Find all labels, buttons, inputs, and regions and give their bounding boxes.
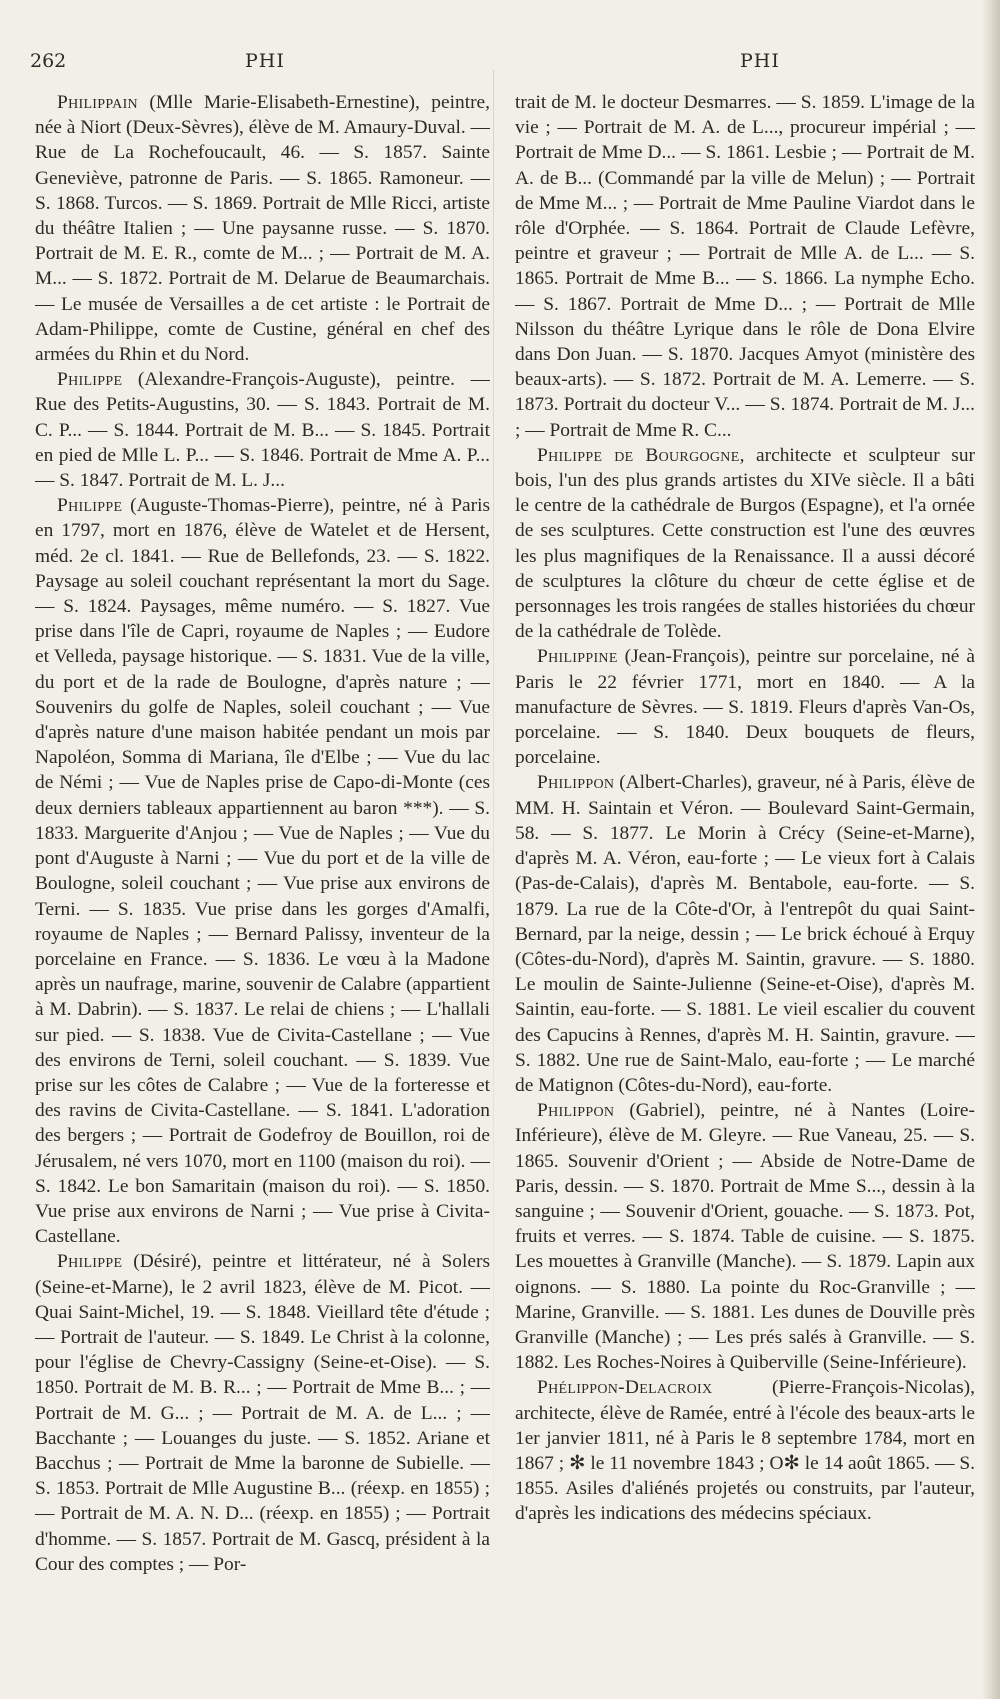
entry-text: , architecte et sculpteur sur bois, l'un des plus grands artistes du XIVe siècle. Il a bâti le centre de la cathédrale de Burgos (Espagne), et l'a ornée de ses sculptures. Cette construction est l'une des œuvres les plus magnifiques de la Renaissance. Il a aussi décoré de sculptures la clôture du chœur de cette église et de personnages les trois rangées de stalles historiées du chœur de la cathédrale de Tolède. [515,444,975,643]
entry-text: (Alexandre-François-Auguste), peintre. — Rue des Petits-Augustins, 30. — S. 1843. Portrait de M. C. P... — S. 1844. Portrait de M. B... — S. 1845. Portrait en pied de Mlle L. P... — S. 1846. Portrait de Mme A. P... — S. 1847. Portrait de M. L. J... [35,369,490,492]
entry-philippe-desire [35,1249,490,1577]
entry-philippe-alexandre [35,367,490,493]
page-header [30,50,970,80]
left-running-head: PHI [245,50,285,72]
entry-philippine [515,644,975,770]
entry-name: Philippe [57,495,123,517]
entry-phelippon-delacroix [515,1375,975,1526]
entry-name: Philippe [57,1251,123,1273]
entry-name: Philippon [537,772,615,794]
entry-philippain [35,90,490,367]
left-column [35,90,490,1690]
entry-text: (Jean-François), peintre sur porcelaine, né à Paris le 22 février 1771, mort en 1840. — A la manufacture de Sèvres. — S. 1819. Fleurs d'après Van-Os, porcelaine. — S. 1840. Deux bouquets de fleurs, porcelaine. [515,646,975,769]
entry-name: Phélippon-Delacroix [537,1377,713,1399]
entry-text: (Albert-Charles), graveur, né à Paris, élève de MM. H. Saintain et Véron. — Boulevard Saint-Germain, 58. — S. 1877. Le Morin à Crécy (Seine-et-Marne), d'après M. A. Véron, eau-forte ; — Le vieux fort à Calais (Pas-de-Calais), d'après M. Bentabole, eau-forte. — S. 1879. La rue de la Côte-d'Or, à l'entrepôt du quai Saint-Bernard, par la neige, dessin ; — Le brick échoué à Erquy (Côtes-du-Nord), d'après M. Saintin, gravure. — S. 1880. Le moulin de Sainte-Julienne (Seine-et-Oise), d'après M. Saintin, eau-forte. — S. 1881. Le vieil escalier du couvent des Capucins à Rennes, d'après M. H. Saintin, gravure. — S. 1882. Une rue de Saint-Malo, eau-forte ; — Le marché de Matignon (Côtes-du-Nord), eau-forte. [515,772,975,1096]
entry-text: (Gabriel), peintre, né à Nantes (Loire-Inférieure), élève de M. Gleyre. — Rue Vaneau, 25. — S. 1865. Souvenir d'Orient ; — Abside de Notre-Dame de Paris, dessin. — S. 1870. Portrait de Mme S..., dessin à la sanguine ; — Souvenir d'Orient, gouache. — S. 1873. Pot, fruits et verres. — S. 1874. Table de cuisine. — S. 1875. Les mouettes à Granville (Manche). — S. 1879. Lapin aux oignons. — S. 1880. La pointe du Roc-Granville ; — Marine, Granville. — S. 1881. Les dunes de Douville près Granville (Manche) ; — Les prés salés à Granville. — S. 1882. Les Roches-Noires à Quiberville (Seine-Inférieure). [515,1100,975,1374]
entry-text: (Désiré), peintre et littérateur, né à Solers (Seine-et-Marne), le 2 avril 1823, élève de M. Picot. — Quai Saint-Michel, 19. — S. 1848. Vieillard tête d'étude ; — Portrait de l'auteur. — S. 1849. Le Christ à la colonne, pour l'église de Chevry-Cassigny (Seine-et-Oise). — S. 1850. Portrait de M. B. R... ; — Portrait de Mme B... ; — Portrait de M. G... ; — Portrait de M. A. de L... ; — Bacchante ; — Louanges du juste. — S. 1852. Ariane et Bacchus ; — Portrait de Mme la baronne de Subielle. — S. 1853. Portrait de Mlle Augustine B... (réexp. en 1855) ; — Portrait de M. A. N. D... (réexp. en 1855) ; — Portrait d'homme. — S. 1857. Portrait de M. Gascq, président à la Cour des comptes ; — Por- [35,1251,490,1575]
entry-name: Philippe de Bourgogne [537,444,740,466]
right-column [515,90,975,1690]
column-divider [493,70,494,1690]
entry-continuation: trait de M. le docteur Desmarres. — S. 1859. L'image de la vie ; — Portrait de M. A. de L..., procureur impérial ; — Portrait de Mme D... — S. 1861. Lesbie ; — Portrait de M. A. de B... (Commandé par la ville de Melun) ; — Portrait de Mme M... ; — Portrait de Mme Pauline Viardot dans le rôle d'Orphée. — S. 1864. Portrait de Claude Lefèvre, peintre et graveur ; — Portrait de Mlle A. de L... — S. 1865. Portrait de Mme B... — S. 1866. La nymphe Echo. — S. 1867. Portrait de Mme D... ; — Portrait de Mlle Nilsson du théâtre Lyrique dans le rôle de Dona Elvire dans Don Juan. — S. 1870. Jacques Amyot (ministère des beaux-arts). — S. 1872. Portrait de M. A. Lemerre. — S. 1873. Portrait du docteur V... — S. 1874. Portrait de M. J... ; — Portrait de Mme R. C... [515,92,975,441]
right-running-head: PHI [740,50,780,72]
entry-text: (Auguste-Thomas-Pierre), peintre, né à Paris en 1797, mort en 1876, élève de Watelet et de Hersent, méd. 2e cl. 1841. — Rue de Bellefonds, 23. — S. 1822. Paysage au soleil couchant représentant la mort du Sage. — S. 1824. Paysages, même numéro. — S. 1827. Vue prise dans l'île de Capri, royaume de Naples ; — Eudore et Velleda, paysage historique. — S. 1831. Vue de la ville, du port et de la rade de Boulogne, d'après nature ; — Souvenirs du golfe de Naples, soleil couchant ; — Vue d'après nature d'une maison habitée pendant un mois par Napoléon, Somma di Mariana, île d'Elbe ; — Vue du lac de Némi ; — Vue de Naples prise de Capo-di-Monte (ces deux derniers tableaux appartiennent au baron ***). — S. 1833. Marguerite d'Anjou ; — Vue de Naples ; — Vue du pont d'Auguste à Narni ; — Vue du port et de la ville de Boulogne, soleil couchant ; — Vue prise aux environs de Terni. — S. 1835. Vue prise dans les gorges d'Amalfi, royaume de Naples ; — Bernard Palissy, inventeur de la porcelaine en France. — S. 1836. Le vœu à la Madone après un naufrage, marine, souvenir de Calabre (appartient à M. Dabrin). — S. 1837. Le relai de chiens ; — L'hallali sur pied. — S. 1838. Vue de Civita-Castellane ; — Vue des environs de Terni, soleil couchant. — S. 1839. Vue prise sur les côtes de Calabre ; — Vue de la forteresse et des ravins de Civita-Castellane. — S. 1841. L'adoration des bergers ; — Portrait de Godefroy de Bouillon, roi de Jérusalem, né vers 1070, mort en 1100 (maison du roi). — S. 1842. Le bon Samaritain (maison du roi). — S. 1850. Vue prise aux environs de Narni ; — Vue prise à Civita-Castellane. [35,495,490,1248]
page-edge-shadow [982,0,1000,1699]
entry-text: (Mlle Marie-Elisabeth-Ernestine), peintre, née à Niort (Deux-Sèvres), élève de M. Amaury-Duval. — Rue de La Rochefoucault, 46. — S. 1857. Sainte Geneviève, patronne de Paris. — S. 1865. Ramoneur. — S. 1868. Turcos. — S. 1869. Portrait de Mlle Ricci, artiste du théâtre Italien ; — Une paysanne russe. — S. 1870. Portrait de M. E. R., comte de M... ; — Portrait de M. A. M... — S. 1872. Portrait de M. Delarue de Beaumarchais. — Le musée de Versailles a de cet artiste : le Portrait de Adam-Philippe, comte de Custine, général en chef des armées du Rhin et du Nord. [35,92,490,366]
entry-text: (Pierre-François-Nicolas), architecte, élève de Ramée, entré à l'école des beaux-arts le 1er janvier 1811, né à Paris le 8 septembre 1784, mort en 1867 ; ✻ le 11 novembre 1843 ; O✻ le 14 août 1865. — S. 1855. Asiles d'aliénés projetés ou construits, par l'auteur, d'après les indications des médecins spéciaux. [515,1377,975,1525]
entry-philippon-albert [515,770,975,1098]
entry-philippon-gabriel [515,1098,975,1375]
entry-name: Philippine [537,646,618,668]
entry-philippe-auguste [35,493,490,1249]
entry-name: Philippon [537,1100,615,1122]
entry-philippe-de-bourgogne [515,443,975,645]
entry-name: Philippain [57,92,138,113]
page-number: 262 [30,50,67,72]
entry-name: Philippe [57,369,123,391]
